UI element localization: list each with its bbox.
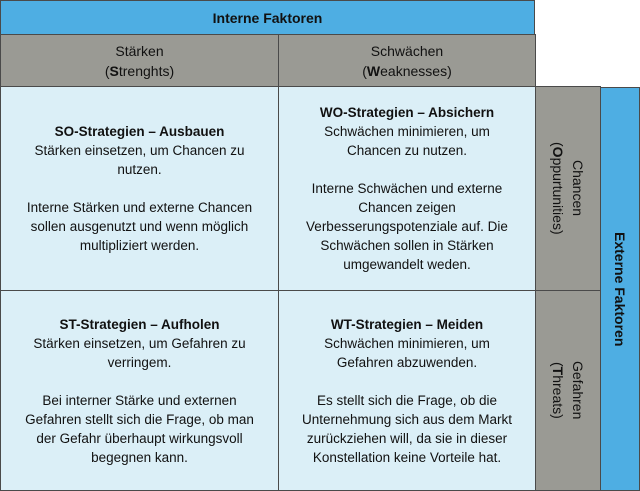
opportunities-text: Chancen (Oppurtunities) xyxy=(550,142,586,235)
wo-line: Chancen zeigen xyxy=(358,200,456,215)
weaknesses-english: (Weaknesses) xyxy=(362,62,452,79)
weaknesses-label: Schwächen xyxy=(370,42,444,59)
weaknesses-rest: eaknesses xyxy=(380,62,448,79)
external-factors-header xyxy=(600,87,640,491)
opportunities-header xyxy=(535,86,601,291)
so-line: sollen ausgenutzt und wenn möglich xyxy=(30,219,249,234)
wo-line: Interne Schwächen und externe xyxy=(311,181,503,196)
so-strategy-title: SO-Strategien – Ausbauen xyxy=(54,124,225,139)
wo-line: Schwächen sollen in Stärken xyxy=(320,238,494,253)
wo-line: umgewandelt weden. xyxy=(343,257,471,272)
threats-rest: hreats xyxy=(550,375,566,415)
wt-line: zurückziehen will, da sie in dieser xyxy=(306,430,508,446)
st-line: verringem. xyxy=(107,354,172,370)
st-line: Bei interner Stärke und externen xyxy=(42,392,237,408)
strengths-header xyxy=(0,34,279,87)
threats-text: Gefahren (Threats) xyxy=(550,361,586,420)
wt-strategy-quadrant xyxy=(278,290,536,491)
wo-strategy-quadrant xyxy=(278,86,536,291)
wt-line: Schwächen minimieren, um xyxy=(324,335,490,351)
st-strategy-title: ST-Strategien – Aufholen xyxy=(59,316,220,332)
wt-strategy-title: WT-Strategien – Meiden xyxy=(330,316,484,332)
threats-initial: T xyxy=(550,366,566,376)
wt-line: Unternehmung sich aus dem Markt xyxy=(301,411,513,427)
strengths-initial: S xyxy=(109,62,119,79)
so-strategy-quadrant xyxy=(0,86,279,291)
wt-line: Gefahren abzuwenden. xyxy=(336,354,478,370)
so-line: nutzen. xyxy=(117,162,162,177)
wo-line: Verbesserungspotenziale auf. Die xyxy=(306,219,508,234)
wo-line: Schwächen minimieren, um xyxy=(324,124,490,139)
st-line: der Gefahr überhaupt wirkungsvoll xyxy=(36,430,243,446)
opportunities-rest: ppurtunities xyxy=(550,157,566,231)
st-strategy-quadrant xyxy=(0,290,279,491)
strengths-label: Stärken xyxy=(115,42,164,59)
wo-strategy-title: WO-Strategien – Absichern xyxy=(319,105,495,120)
weaknesses-header xyxy=(278,34,536,87)
threats-label: Gefahren xyxy=(570,361,586,420)
external-factors-title: Externe Faktoren xyxy=(612,231,628,347)
internal-factors-header xyxy=(0,0,535,35)
so-line: multipliziert werden. xyxy=(79,238,200,253)
strengths-rest: trenghts xyxy=(118,62,170,79)
opportunities-initial: O xyxy=(550,146,566,158)
opportunities-label: Chancen xyxy=(570,160,586,217)
so-line: Interne Stärken und externe Chancen xyxy=(26,200,253,215)
wt-line: Es stellt sich die Frage, ob die xyxy=(316,392,498,408)
st-line: Gefahren stellt sich die Frage, ob man xyxy=(25,411,254,427)
threats-header xyxy=(535,290,601,491)
so-line: Stärken einsetzen, um Chancen zu xyxy=(34,143,245,158)
weaknesses-initial: W xyxy=(366,62,381,79)
internal-factors-title: Interne Faktoren xyxy=(212,9,323,26)
wo-line: Chancen zu nutzen. xyxy=(346,143,468,158)
st-line: Stärken einsetzen, um Gefahren zu xyxy=(33,335,246,351)
wt-line: Konstellation keine Vorteile hat. xyxy=(312,449,502,465)
strengths-english: (Strenghts) xyxy=(104,62,175,79)
st-line: begegnen kann. xyxy=(91,449,188,465)
